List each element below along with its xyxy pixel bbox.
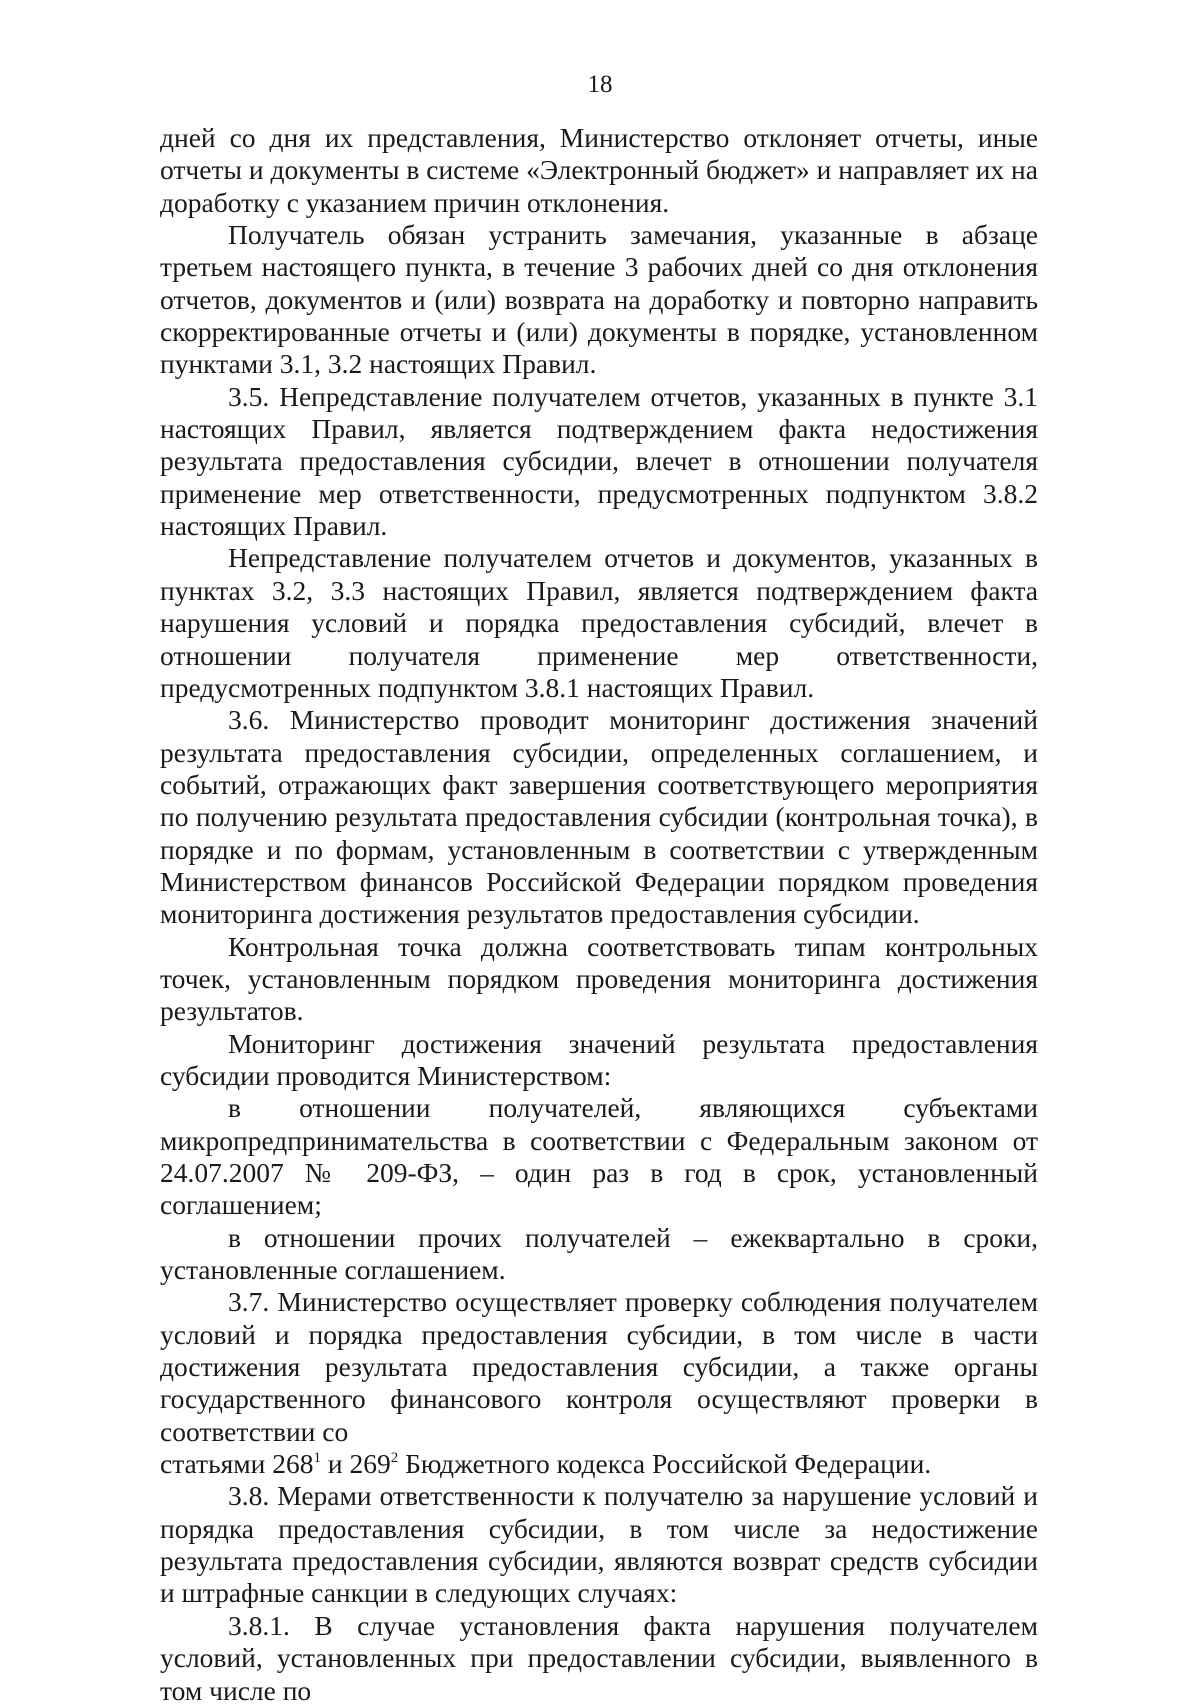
paragraph-3-6: 3.6. Министерство проводит мониторинг достижения значений результата предоставления субсидии, определенных соглашением, и событий, отражающих факт завершения соответствующего мероприятия по получению результата предоставления субсидии (контрольная точка), в порядке и по формам, установленным в соответствии с утвержденным Министерством финансов Российской Федерации порядком проведения мониторинга достижения результатов предоставления субсидии. xyxy=(160,704,1038,930)
paragraph: дней со дня их представления, Министерство отклоняет отчеты, иные отчеты и документы в системе «Электронный бюджет» и направляет их на доработку с указанием причин отклонения. xyxy=(160,122,1038,218)
paragraph: Непредставление получателем отчетов и документов, указанных в пунктах 3.2, 3.3 настоящих Правил, является подтверждением факта нарушения условий и порядка предоставления субсидий, влечет в отношении получателя применение мер ответственности, предусмотренных подпунктом 3.8.1 настоящих Правил. xyxy=(160,542,1038,703)
articles-suffix: Бюджетного кодекса Российской Федерации. xyxy=(398,1448,932,1480)
document-body xyxy=(160,122,1038,1707)
articles-middle: и 269 xyxy=(321,1448,391,1480)
paragraph: Мониторинг достижения значений результата предоставления субсидии проводится Министерством: xyxy=(160,1027,1038,1091)
articles-prefix: статьями 268 xyxy=(160,1448,314,1480)
paragraph-3-8: 3.8. Мерами ответственности к получателю за нарушение условий и порядка предоставления субсидии, в том числе за недостижение результата предоставления субсидии, являются возврат средств субсидии и штрафные санкции в следующих случаях: xyxy=(160,1480,1038,1609)
superscript: 2 xyxy=(390,1450,399,1467)
paragraph-3-5: 3.5. Непредставление получателем отчетов, указанных в пункте 3.1 настоящих Правил, является подтверждением факта недостижения результата предоставления субсидии, влечет в отношении получателя применение мер ответственности, предусмотренных подпунктом 3.8.2 настоящих Правил. xyxy=(160,380,1038,542)
paragraph-3-8-1: 3.8.1. В случае установления факта нарушения получателем условий, установленных при предоставлении субсидии, выявленного в том числе по xyxy=(160,1609,1038,1706)
articles-line xyxy=(160,1448,1038,1480)
paragraph-3-7: 3.7. Министерство осуществляет проверку соблюдения получателем условий и порядка предоставления субсидии, в том числе в части достижения результата предоставления субсидии, а также органы государственного финансового контроля осуществляют проверки в соответствии со xyxy=(160,1286,1038,1447)
paragraph: Получатель обязан устранить замечания, указанные в абзаце третьем настоящего пункта, в течение 3 рабочих дней со дня отклонения отчетов, документов и (или) возврата на доработку и повторно направить скорректированные отчеты и (или) документы в порядке, установленном пунктами 3.1, 3.2 настоящих Правил. xyxy=(160,219,1038,380)
paragraph: Контрольная точка должна соответствовать типам контрольных точек, установленным порядком проведения мониторинга достижения результатов. xyxy=(160,930,1038,1027)
page-number: 18 xyxy=(587,71,613,98)
paragraph: в отношении прочих получателей – ежеквартально в сроки, установленные соглашением. xyxy=(160,1221,1038,1286)
superscript: 1 xyxy=(313,1450,322,1467)
paragraph: в отношении получателей, являющихся субъектами микропредпринимательства в соответствии с Федеральным законом от 24.07.2007 № 209-ФЗ, – один раз в год в срок, установленный соглашением; xyxy=(160,1092,1038,1221)
